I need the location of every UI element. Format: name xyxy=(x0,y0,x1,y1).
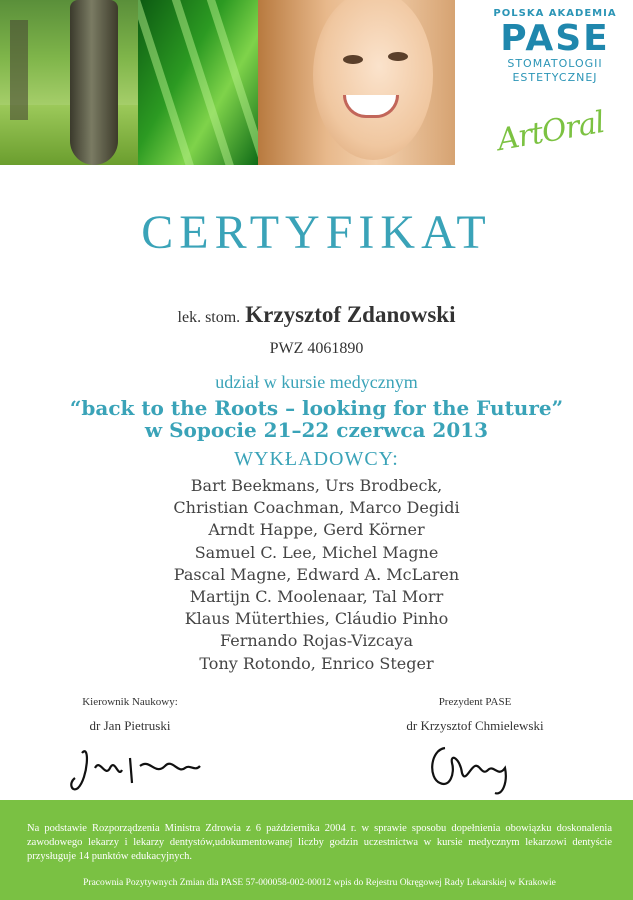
footer-registry-text: Pracownia Pozytywnych Zmian dla PASE 57-000058-002-00012 wpis do Rejestru Okręgowej Rady Lekarskiej w Krakowie xyxy=(83,878,556,888)
logo-line-2: STOMATOLOGII xyxy=(507,57,603,70)
president-block xyxy=(375,696,575,734)
lecturer-line: Arndt Happe, Gerd Körner xyxy=(208,520,425,540)
lecturer-line: Bart Beekmans, Urs Brodbeck, xyxy=(190,476,443,495)
lecturer-line: Pascal Magne, Edward A. McLaren xyxy=(173,564,460,584)
logo-acronym: PASE xyxy=(500,18,610,59)
logo-top-line: POLSKA AKADEMIA xyxy=(493,8,617,19)
recipient-name: Krzysztof Zdanowski xyxy=(245,302,456,327)
course-title: “back to the Roots – looking for the Future” xyxy=(69,396,564,420)
lecturer-line: Klaus Müterthies, Cláudio Pinho xyxy=(184,609,449,629)
smiling-woman-photo xyxy=(258,0,455,165)
lecturer-line: Martijn C. Moolenaar, Tal Morr xyxy=(189,586,444,606)
lecturers-list xyxy=(0,475,633,675)
lecturers-heading: WYKŁADOWCY: xyxy=(234,448,399,470)
president-role: Prezydent PASE xyxy=(438,696,512,708)
logo-line-3: ESTETYCZNEJ xyxy=(512,71,598,84)
president-name: dr Krzysztof Chmielewski xyxy=(406,718,544,733)
scientific-director-block xyxy=(30,696,230,734)
scientific-director-name: dr Jan Pietruski xyxy=(89,718,171,733)
footer-legal-text: Na podstawie Rozporządzenia Ministra Zdrowia z 6 października 2004 r. w sprawie sposobu dopełnienia obowiązku doskonalenia zawodowego lekarzy i lekarzy dentystów,udokumentowanej liczby godzin uczestnictwa w kursie medycznym lekarzowi dentyście przysługuje 14 punktów edukacyjnych. xyxy=(27,823,612,862)
header-photo-banner xyxy=(0,0,455,165)
lecturer-line: Christian Coachman, Marco Degidi xyxy=(173,498,460,518)
tree-photo xyxy=(0,0,138,165)
recipient-line xyxy=(0,302,633,328)
signature-right-icon xyxy=(410,738,610,798)
signature-left-icon xyxy=(60,738,260,798)
footer-band xyxy=(0,800,633,900)
course-place-date: w Sopocie 21–22 czerwca 2013 xyxy=(144,418,489,442)
pwz-number: PWZ 4061890 xyxy=(269,340,364,357)
recipient-prefix: lek. stom. xyxy=(177,309,241,326)
certificate-title: CERTYFIKAT xyxy=(141,206,492,259)
leaf-photo xyxy=(138,0,258,165)
lecturer-line: Samuel C. Lee, Michel Magne xyxy=(194,542,439,562)
scientific-director-role: Kierownik Naukowy: xyxy=(82,696,178,708)
participation-text: udział w kursie medycznym xyxy=(215,372,418,392)
lecturer-line: Tony Rotondo, Enrico Steger xyxy=(199,653,434,673)
artoral-logo: ArtOral xyxy=(494,104,607,159)
pase-logo xyxy=(485,8,625,85)
lecturer-line: Fernando Rojas-Vizcaya xyxy=(220,631,413,651)
